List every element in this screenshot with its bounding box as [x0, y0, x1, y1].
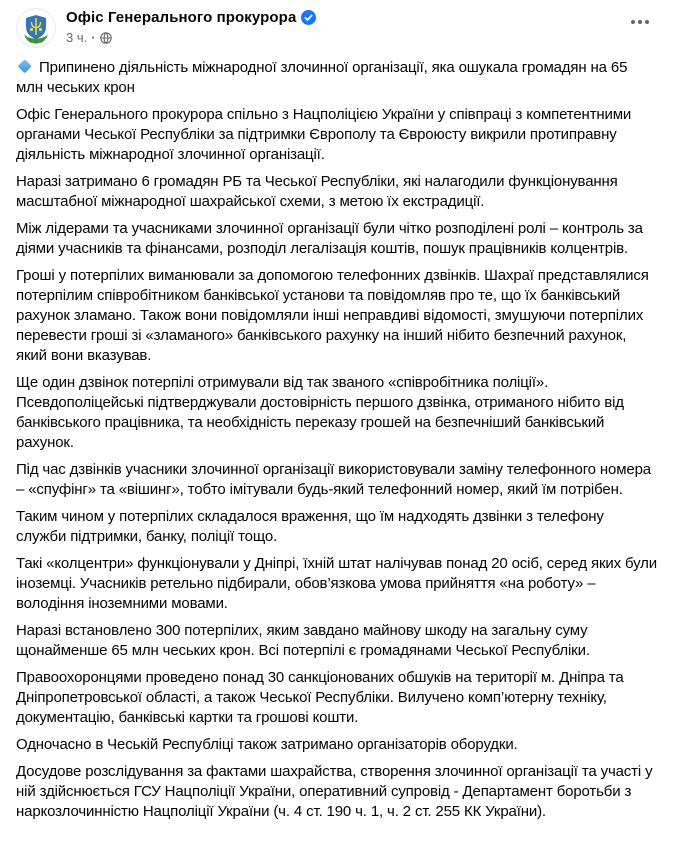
post-lead-paragraph: [16, 58, 657, 98]
post-paragraph: Наразі встановлено 300 потерпілих, яким завдано майнову шкоду на загальну суму щонайменше 65 млн чеських крон. Всі потерпілі є громадянами Чеської Республіки.: [16, 622, 590, 659]
meta-separator: ·: [91, 30, 96, 45]
post-meta-row: [66, 30, 627, 45]
post-lead-text: Припинено діяльність міжнародної злочинної організації, яка ошукала громадян на 65 млн чеських крон: [16, 59, 628, 96]
page-name[interactable]: Офіс Генерального прокурора: [66, 9, 297, 26]
post-paragraph: Правоохоронцями проведено понад 30 санкціонованих обшуків на території м. Дніпра та Дніпропетровської області, а також Чеської Республіки. Вилучено комп’ютерну техніку, документацію, банківські картки та грошові кошти.: [16, 669, 624, 726]
prosecutor-emblem-icon: [16, 8, 56, 48]
header-info: [66, 8, 627, 45]
post-paragraph: Досудове розслідування за фактами шахрайства, створення злочинної організації та участі у ній здійснюється ГСУ Нацполіції України, оперативний супровід - Департамент боротьби з наркозлочинністю Нацполіції України (ч. 4 ст. 190 ч. 1, ч. 2 ст. 255 КК України).: [16, 763, 653, 820]
more-options-button[interactable]: [627, 8, 653, 36]
post-header: [0, 0, 673, 52]
post-paragraph: Під час дзвінків учасники злочинної організації використовували заміну телефонного номера – «спуфінг» та «вішинг», тобто імітували будь-який телефонний номер, який їм потрібен.: [16, 461, 651, 498]
post-paragraph: Ще один дзвінок потерпілі отримували від так званого «співробітника поліції». Псевдополіцейські підтверджували достовірність першого дзвінка, отриманого нібито від банківського працівника, та необхідність переказу грошей на безпечніший банківський рахунок.: [16, 374, 624, 451]
ellipsis-dot: [645, 20, 649, 24]
post-paragraph: Таким чином у потерпілих складалося враження, що їм надходять дзвінки з телефону служби підтримки, банку, поліції тощо.: [16, 508, 604, 545]
post-paragraph: Такі «колцентри» функціонували у Дніпрі, їхній штат налічував понад 20 осіб, серед яких були іноземці. Учасників ретельно підбирали, обов’язкова умова прийняття «на роботу» – володіння іноземними мовами.: [16, 555, 657, 612]
verified-badge-icon: [301, 10, 316, 25]
post-paragraph: Одночасно в Чеській Республіці також затримано організаторів оборудки.: [16, 736, 518, 753]
post-paragraph: Офіс Генерального прокурора спільно з Нацполіцією України у співпраці з компетентними органами Чеської Республіки за підтримки Європолу та Євроюсту викрили протиправну діяльність міжнародної злочинної організації.: [16, 106, 632, 163]
ellipsis-dot: [638, 20, 642, 24]
small-blue-diamond-icon: [18, 59, 32, 73]
globe-icon: [100, 32, 112, 44]
ellipsis-dot: [631, 20, 635, 24]
post-paragraph: Між лідерами та учасниками злочинної організації були чітко розподілені ролі – контроль за діями учасників та фінансами, розподіл легалізація коштів, пошук працівників колцентрів.: [16, 220, 643, 257]
page-name-row: [66, 9, 627, 26]
post-paragraph: Наразі затримано 6 громадян РБ та Чеської Республіки, які налагодили функціонування масштабної міжнародної шахрайської схеми, з метою їх екстрадиції.: [16, 173, 618, 210]
timestamp[interactable]: 3 ч.: [66, 30, 88, 45]
post-paragraph: Гроші у потерпілих виманювали за допомогою телефонних дзвінків. Шахраї представлялися потерпілим співробітником банківської установи та повідомляв про те, що їх банківський рахунок зламано. Також вони повідомляли інші неправдиві відомості, змушуючи потерпілих перевести гроші зі «зламаного» банківського рахунку на інший нібито безпечний рахунок, який вони вказував.: [16, 267, 649, 364]
post-content: [0, 52, 673, 836]
page-avatar[interactable]: [16, 8, 56, 48]
